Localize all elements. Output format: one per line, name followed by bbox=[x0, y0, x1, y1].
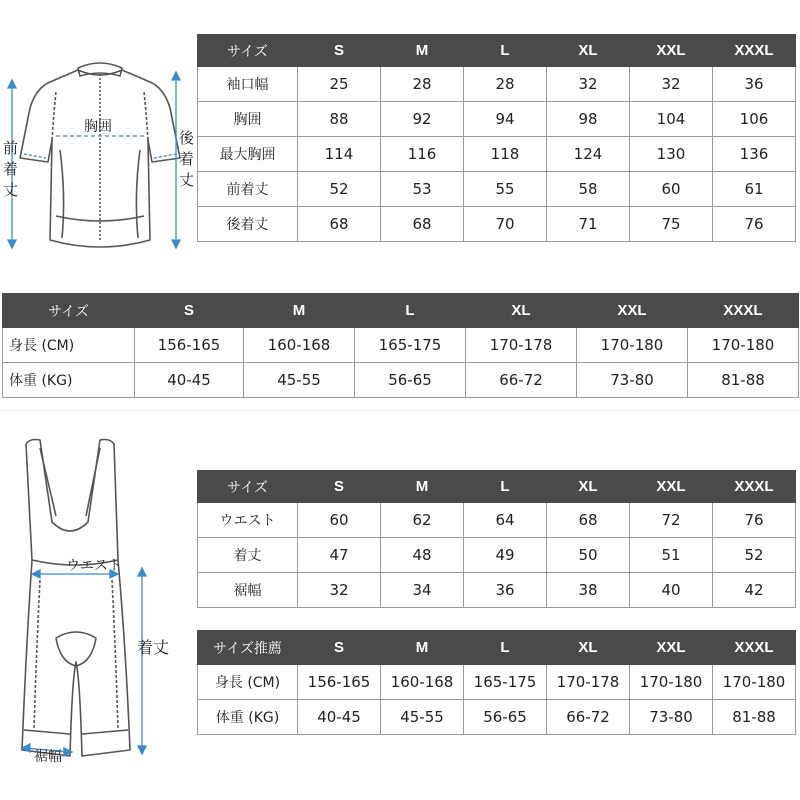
table-cell: 68 bbox=[298, 207, 381, 242]
bib-shorts-outline-icon bbox=[0, 430, 200, 775]
header-cell: L bbox=[464, 471, 547, 503]
table-cell: 60 bbox=[298, 503, 381, 538]
length-label: 着丈 bbox=[137, 638, 170, 657]
row-label: ウエスト bbox=[198, 503, 298, 538]
table-cell: 50 bbox=[547, 538, 630, 573]
header-cell: M bbox=[381, 471, 464, 503]
jersey-size-table bbox=[197, 34, 796, 242]
row-label: 前着丈 bbox=[198, 172, 298, 207]
table-cell: 92 bbox=[381, 102, 464, 137]
table-cell: 116 bbox=[381, 137, 464, 172]
header-cell: XL bbox=[466, 294, 577, 328]
table-cell: 64 bbox=[464, 503, 547, 538]
table-row bbox=[198, 137, 796, 172]
row-label: 胸囲 bbox=[198, 102, 298, 137]
header-cell: XXL bbox=[577, 294, 688, 328]
header-cell: L bbox=[464, 35, 547, 67]
back-length-label: 後着丈 bbox=[177, 130, 195, 193]
table-cell: 32 bbox=[298, 573, 381, 608]
table-cell: 170-180 bbox=[577, 328, 688, 363]
header-cell: M bbox=[381, 35, 464, 67]
table-cell: 106 bbox=[713, 102, 796, 137]
table-cell: 52 bbox=[713, 538, 796, 573]
row-label: 裾幅 bbox=[198, 573, 298, 608]
table-cell: 81-88 bbox=[688, 363, 799, 398]
table-cell: 28 bbox=[381, 67, 464, 102]
table-row bbox=[3, 363, 799, 398]
hem-label: 裾幅 bbox=[34, 749, 62, 765]
header-cell: サイズ bbox=[198, 471, 298, 503]
bottom-recommend-table bbox=[197, 630, 796, 735]
table-cell: 68 bbox=[547, 503, 630, 538]
table-cell: 70 bbox=[464, 207, 547, 242]
table-cell: 42 bbox=[713, 573, 796, 608]
table-cell: 94 bbox=[464, 102, 547, 137]
table-cell: 98 bbox=[547, 102, 630, 137]
row-label: 着丈 bbox=[198, 538, 298, 573]
table-cell: 170-178 bbox=[466, 328, 577, 363]
table-cell: 66-72 bbox=[466, 363, 577, 398]
table-cell: 49 bbox=[464, 538, 547, 573]
table-cell: 72 bbox=[630, 503, 713, 538]
table-cell: 53 bbox=[381, 172, 464, 207]
table-cell: 73-80 bbox=[630, 700, 713, 735]
table-cell: 130 bbox=[630, 137, 713, 172]
table-cell: 25 bbox=[298, 67, 381, 102]
bib-shorts-diagram bbox=[0, 430, 200, 775]
header-cell: XXL bbox=[630, 35, 713, 67]
table-header-row bbox=[198, 471, 796, 503]
row-label: 体重 (KG) bbox=[198, 700, 298, 735]
table-row bbox=[198, 102, 796, 137]
header-cell: S bbox=[298, 631, 381, 665]
table-cell: 56-65 bbox=[464, 700, 547, 735]
table-cell: 38 bbox=[547, 573, 630, 608]
table-cell: 40-45 bbox=[298, 700, 381, 735]
table-cell: 170-180 bbox=[713, 665, 796, 700]
header-cell: サイズ bbox=[198, 35, 298, 67]
header-cell: L bbox=[464, 631, 547, 665]
row-label: 身長 (CM) bbox=[198, 665, 298, 700]
table-cell: 55 bbox=[464, 172, 547, 207]
header-cell: サイズ推薦 bbox=[198, 631, 298, 665]
table-cell: 68 bbox=[381, 207, 464, 242]
table-cell: 73-80 bbox=[577, 363, 688, 398]
header-cell: XL bbox=[547, 35, 630, 67]
table-cell: 56-65 bbox=[355, 363, 466, 398]
front-length-label: 前着丈 bbox=[1, 140, 19, 203]
table-cell: 62 bbox=[381, 503, 464, 538]
table-row bbox=[198, 665, 796, 700]
table-cell: 61 bbox=[713, 172, 796, 207]
table-header-row bbox=[198, 35, 796, 67]
header-cell: S bbox=[298, 471, 381, 503]
section-divider bbox=[0, 410, 800, 411]
header-cell: M bbox=[244, 294, 355, 328]
table-cell: 60 bbox=[630, 172, 713, 207]
row-label: 体重 (KG) bbox=[3, 363, 135, 398]
header-cell: XXXL bbox=[688, 294, 799, 328]
table-cell: 104 bbox=[630, 102, 713, 137]
table-row bbox=[198, 700, 796, 735]
table-cell: 40-45 bbox=[135, 363, 244, 398]
table-cell: 156-165 bbox=[135, 328, 244, 363]
table-cell: 66-72 bbox=[547, 700, 630, 735]
table-cell: 32 bbox=[630, 67, 713, 102]
table-cell: 165-175 bbox=[355, 328, 466, 363]
table-cell: 160-168 bbox=[381, 665, 464, 700]
table-cell: 114 bbox=[298, 137, 381, 172]
top-recommend-table bbox=[2, 293, 799, 398]
table-cell: 165-175 bbox=[464, 665, 547, 700]
row-label: 最大胸囲 bbox=[198, 137, 298, 172]
header-cell: XXL bbox=[630, 631, 713, 665]
chest-label: 胸囲 bbox=[84, 119, 112, 135]
table-cell: 45-55 bbox=[244, 363, 355, 398]
table-row bbox=[3, 328, 799, 363]
table-cell: 124 bbox=[547, 137, 630, 172]
header-cell: S bbox=[298, 35, 381, 67]
table-row bbox=[198, 538, 796, 573]
header-cell: XL bbox=[547, 631, 630, 665]
table-cell: 170-180 bbox=[688, 328, 799, 363]
bib-size-table bbox=[197, 470, 796, 608]
row-label: 身長 (CM) bbox=[3, 328, 135, 363]
table-cell: 170-178 bbox=[547, 665, 630, 700]
header-cell: M bbox=[381, 631, 464, 665]
header-cell: XXXL bbox=[713, 471, 796, 503]
jersey-outline-icon bbox=[0, 30, 200, 270]
table-cell: 48 bbox=[381, 538, 464, 573]
table-cell: 51 bbox=[630, 538, 713, 573]
row-label: 袖口幅 bbox=[198, 67, 298, 102]
table-row bbox=[198, 503, 796, 538]
table-cell: 45-55 bbox=[381, 700, 464, 735]
table-cell: 76 bbox=[713, 207, 796, 242]
header-cell: XXXL bbox=[713, 631, 796, 665]
header-cell: XXL bbox=[630, 471, 713, 503]
table-cell: 88 bbox=[298, 102, 381, 137]
table-cell: 71 bbox=[547, 207, 630, 242]
table-cell: 28 bbox=[464, 67, 547, 102]
header-cell: サイズ bbox=[3, 294, 135, 328]
header-cell: S bbox=[135, 294, 244, 328]
table-cell: 156-165 bbox=[298, 665, 381, 700]
table-row bbox=[198, 207, 796, 242]
table-cell: 52 bbox=[298, 172, 381, 207]
table-row bbox=[198, 573, 796, 608]
table-cell: 160-168 bbox=[244, 328, 355, 363]
table-cell: 136 bbox=[713, 137, 796, 172]
table-cell: 36 bbox=[464, 573, 547, 608]
table-row bbox=[198, 172, 796, 207]
table-cell: 81-88 bbox=[713, 700, 796, 735]
waist-label: ウエスト bbox=[66, 558, 122, 574]
table-row bbox=[198, 67, 796, 102]
table-cell: 34 bbox=[381, 573, 464, 608]
table-header-row bbox=[198, 631, 796, 665]
jersey-diagram bbox=[0, 30, 200, 270]
table-cell: 36 bbox=[713, 67, 796, 102]
header-cell: L bbox=[355, 294, 466, 328]
table-cell: 32 bbox=[547, 67, 630, 102]
header-cell: XXXL bbox=[713, 35, 796, 67]
table-cell: 76 bbox=[713, 503, 796, 538]
table-cell: 40 bbox=[630, 573, 713, 608]
header-cell: XL bbox=[547, 471, 630, 503]
row-label: 後着丈 bbox=[198, 207, 298, 242]
table-cell: 118 bbox=[464, 137, 547, 172]
table-cell: 58 bbox=[547, 172, 630, 207]
table-cell: 170-180 bbox=[630, 665, 713, 700]
table-cell: 47 bbox=[298, 538, 381, 573]
table-cell: 75 bbox=[630, 207, 713, 242]
table-header-row bbox=[3, 294, 799, 328]
